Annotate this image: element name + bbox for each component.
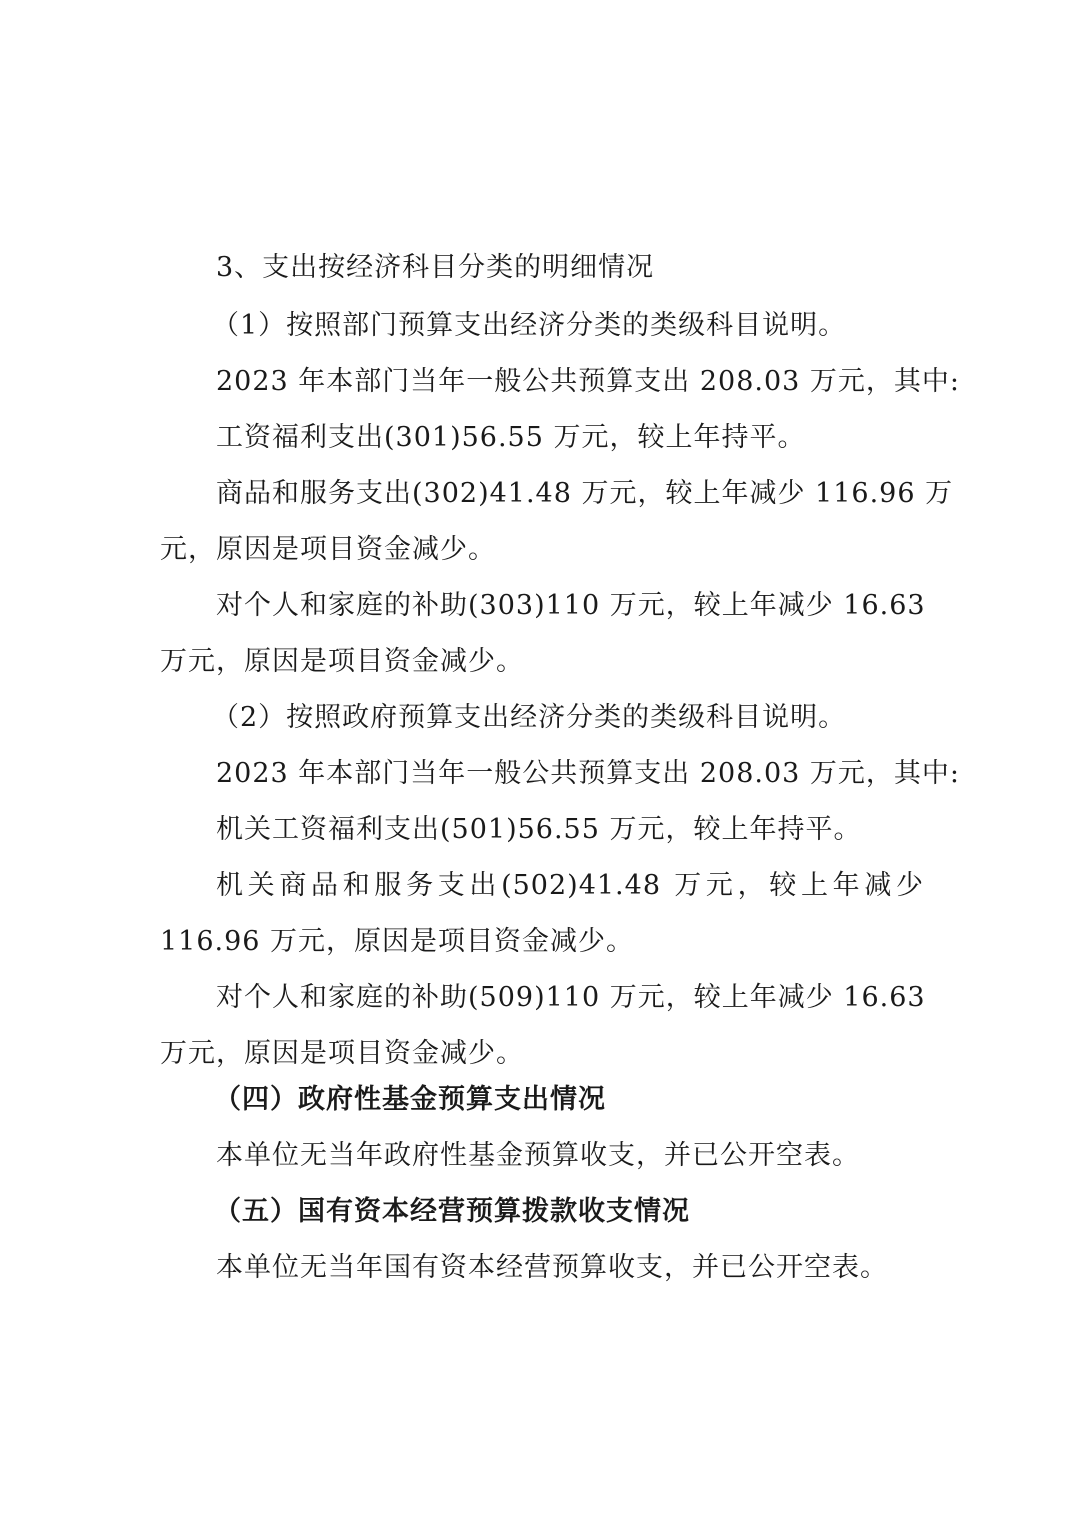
heading-3: 3、支出按经济科目分类的明细情况 bbox=[216, 252, 655, 283]
section-4-body: 本单位无当年政府性基金预算收支，并已公开空表。 bbox=[216, 1140, 860, 1171]
subsection-2-total: 2023 年本部门当年一般公共预算支出 208.03 万元，其中: bbox=[216, 758, 961, 789]
section-5-title: （五）国有资本经营预算拨款收支情况 bbox=[214, 1196, 690, 1227]
subsection-1-item-301: 工资福利支出(301)56.55 万元，较上年持平。 bbox=[216, 422, 806, 453]
subsection-2-item-501: 机关工资福利支出(501)56.55 万元，较上年持平。 bbox=[216, 814, 862, 845]
subsection-2-item-509-line1: 对个人和家庭的补助(509)110 万元，较上年减少 16.63 bbox=[216, 982, 926, 1013]
subsection-1-item-303-line2: 万元，原因是项目资金减少。 bbox=[160, 646, 524, 677]
subsection-2-item-502-line2: 116.96 万元，原因是项目资金减少。 bbox=[160, 926, 635, 957]
subsection-2-item-509-line2: 万元，原因是项目资金减少。 bbox=[160, 1038, 524, 1069]
subsection-1-item-302-line1: 商品和服务支出(302)41.48 万元，较上年减少 116.96 万 bbox=[216, 478, 954, 509]
subsection-1-item-302-line2: 元，原因是项目资金减少。 bbox=[160, 534, 496, 565]
subsection-1-title: （1）按照部门预算支出经济分类的类级科目说明。 bbox=[212, 310, 847, 341]
subsection-2-title: （2）按照政府预算支出经济分类的类级科目说明。 bbox=[212, 702, 847, 733]
subsection-1-item-303-line1: 对个人和家庭的补助(303)110 万元，较上年减少 16.63 bbox=[216, 590, 926, 621]
subsection-1-total: 2023 年本部门当年一般公共预算支出 208.03 万元，其中: bbox=[216, 366, 961, 397]
section-4-title: （四）政府性基金预算支出情况 bbox=[214, 1084, 606, 1115]
subsection-2-item-502-line1: 机关商品和服务支出(502)41.48 万元，较上年减少 bbox=[216, 870, 924, 901]
section-5-body: 本单位无当年国有资本经营预算收支，并已公开空表。 bbox=[216, 1252, 888, 1283]
